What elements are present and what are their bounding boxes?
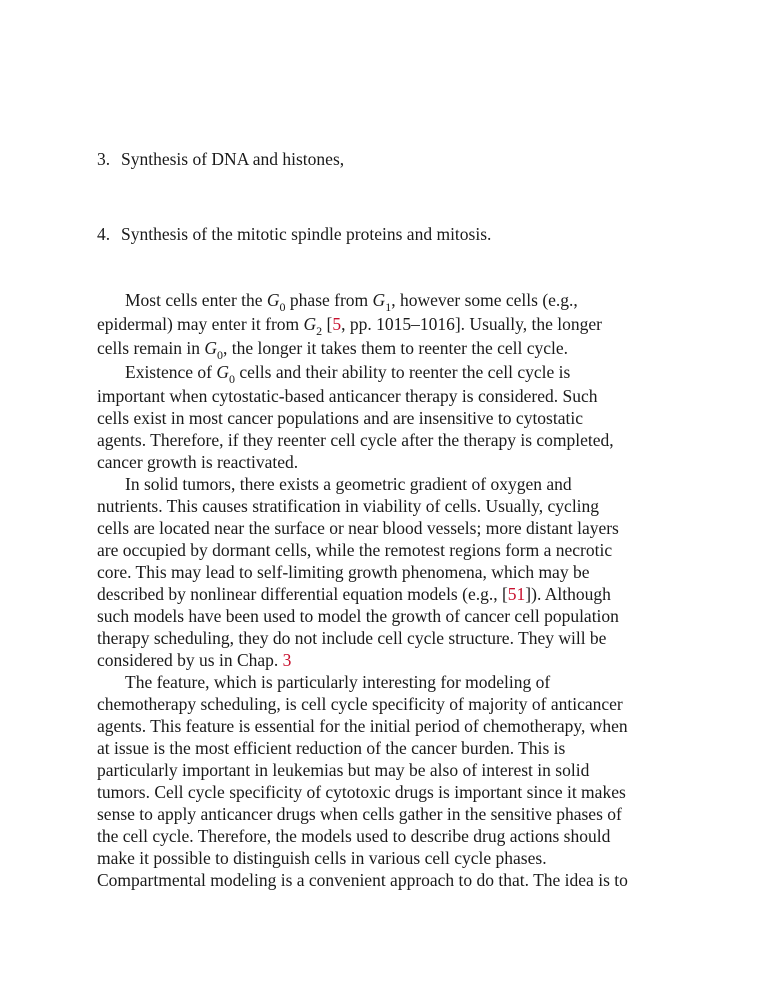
list-text: Synthesis of DNA and histones,	[121, 149, 345, 169]
text-line: the cell cycle. Therefore, the models used to describe drug actions should	[97, 826, 611, 846]
text-line: cells are located near the surface or near blood vessels; more distant layers	[97, 518, 619, 538]
list-number: 3.	[97, 149, 111, 169]
list-text: Synthesis of the mitotic spindle proteins and mitosis.	[121, 224, 492, 244]
paragraph-solid-tumors	[97, 473, 677, 671]
text-line: are occupied by dormant cells, while the remotest regions form a necrotic	[97, 540, 613, 560]
list-item-3	[97, 148, 344, 170]
text-line: make it possible to distinguish cells in various cell cycle phases.	[97, 848, 547, 868]
citation-link[interactable]: 5	[332, 314, 342, 334]
text-line: cells remain in $G_0$, the longer it takes them to reenter the cell cycle.	[97, 338, 569, 362]
text-line: nutrients. This causes stratification in viability of cells. Usually, cycling	[97, 496, 600, 516]
chapter-link[interactable]: 3	[282, 650, 292, 670]
text-line: described by nonlinear differential equation models (e.g., [51]). Although	[97, 584, 611, 604]
text-line: such models have been used to model the growth of cancer cell population	[97, 606, 619, 626]
text-line: at issue is the most efficient reduction of the cancer burden. This is	[97, 738, 566, 758]
text-line: The feature, which is particularly interesting for modeling of	[125, 672, 551, 692]
text-line: chemotherapy scheduling, is cell cycle specificity of majority of anticancer	[97, 694, 623, 714]
text-line: epidermal) may enter it from $G_2$ [5, pp. 1015–1016]. Usually, the longer	[97, 314, 602, 338]
text-line: considered by us in Chap. 3	[97, 650, 292, 670]
text-line: In solid tumors, there exists a geometric gradient of oxygen and	[125, 474, 572, 494]
paragraph-cell-cycle-specificity	[97, 671, 677, 891]
text-line: sense to apply anticancer drugs when cells gather in the sensitive phases of	[97, 804, 622, 824]
text-line: particularly important in leukemias but may be also of interest in solid	[97, 760, 590, 780]
text-line: tumors. Cell cycle specificity of cytotoxic drugs is important since it makes	[97, 782, 626, 802]
text-line: Most cells enter the $G_0$ phase from $G_1$, however some cells (e.g.,	[125, 290, 578, 314]
paragraph-g0-cells	[97, 361, 677, 473]
text-line: core. This may lead to self-limiting growth phenomena, which may be	[97, 562, 590, 582]
paragraph-g0-phase	[97, 289, 677, 361]
list-number: 4.	[97, 224, 111, 244]
text-line: cancer growth is reactivated.	[97, 452, 299, 472]
text-line: agents. Therefore, if they reenter cell cycle after the therapy is completed,	[97, 430, 614, 450]
citation-link[interactable]: 51	[507, 584, 526, 604]
text-line: Compartmental modeling is a convenient approach to do that. The idea is to	[97, 870, 628, 890]
text-line: Existence of $G_0$ cells and their ability to reenter the cell cycle is	[125, 362, 571, 386]
text-line: agents. This feature is essential for the initial period of chemotherapy, when	[97, 716, 628, 736]
text-line: important when cytostatic-based anticancer therapy is considered. Such	[97, 386, 598, 406]
text-line: therapy scheduling, they do not include cell cycle structure. They will be	[97, 628, 607, 648]
text-line: cells exist in most cancer populations and are insensitive to cytostatic	[97, 408, 583, 428]
list-item-4	[97, 223, 491, 245]
body-text	[97, 289, 677, 891]
